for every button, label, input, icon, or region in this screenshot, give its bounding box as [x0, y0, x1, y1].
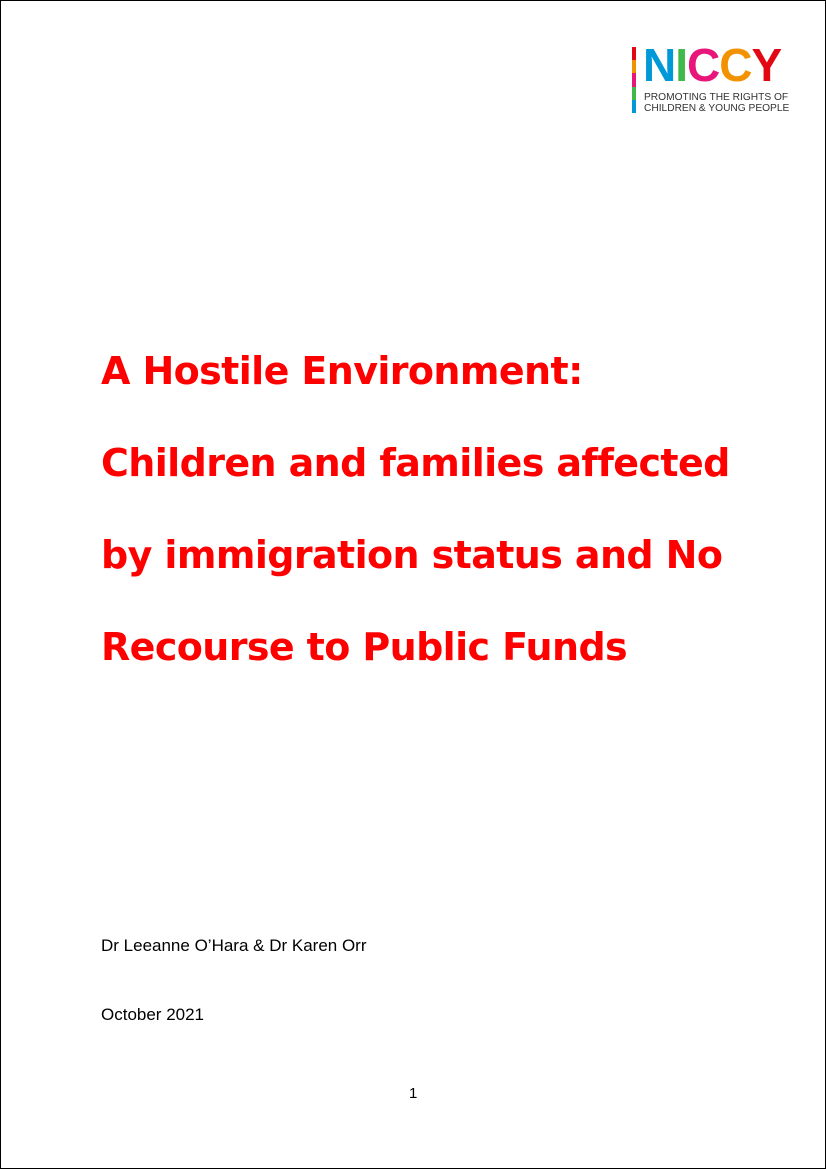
- stripe-segment: [632, 87, 636, 100]
- stripe-segment: [632, 47, 636, 60]
- title-line: A Hostile Environment:: [101, 349, 583, 393]
- logo-color-stripe: [632, 47, 636, 113]
- logo-letter: C: [687, 39, 720, 91]
- niccy-logo: [632, 39, 802, 117]
- title-line: Children and families affected: [101, 441, 730, 485]
- logo-wordmark: [643, 39, 781, 91]
- logo-letter: N: [643, 39, 676, 91]
- logo-letter: I: [675, 39, 688, 91]
- authors: Dr Leeanne O’Hara & Dr Karen Orr: [101, 936, 367, 955]
- logo-tagline-line: CHILDREN & YOUNG PEOPLE: [644, 103, 790, 114]
- document-title: [101, 336, 801, 704]
- title-line: Recourse to Public Funds: [101, 625, 628, 669]
- stripe-segment: [632, 73, 636, 86]
- stripe-segment: [632, 60, 636, 73]
- logo-tagline: [644, 92, 789, 114]
- title-line: by immigration status and No: [101, 533, 723, 577]
- publication-date: October 2021: [101, 1005, 205, 1024]
- stripe-segment: [632, 100, 636, 113]
- logo-letter: Y: [751, 39, 782, 91]
- logo-tagline-line: PROMOTING THE RIGHTS OF: [644, 92, 789, 103]
- logo-letter: C: [719, 39, 752, 91]
- page-number: 1: [409, 1085, 418, 1102]
